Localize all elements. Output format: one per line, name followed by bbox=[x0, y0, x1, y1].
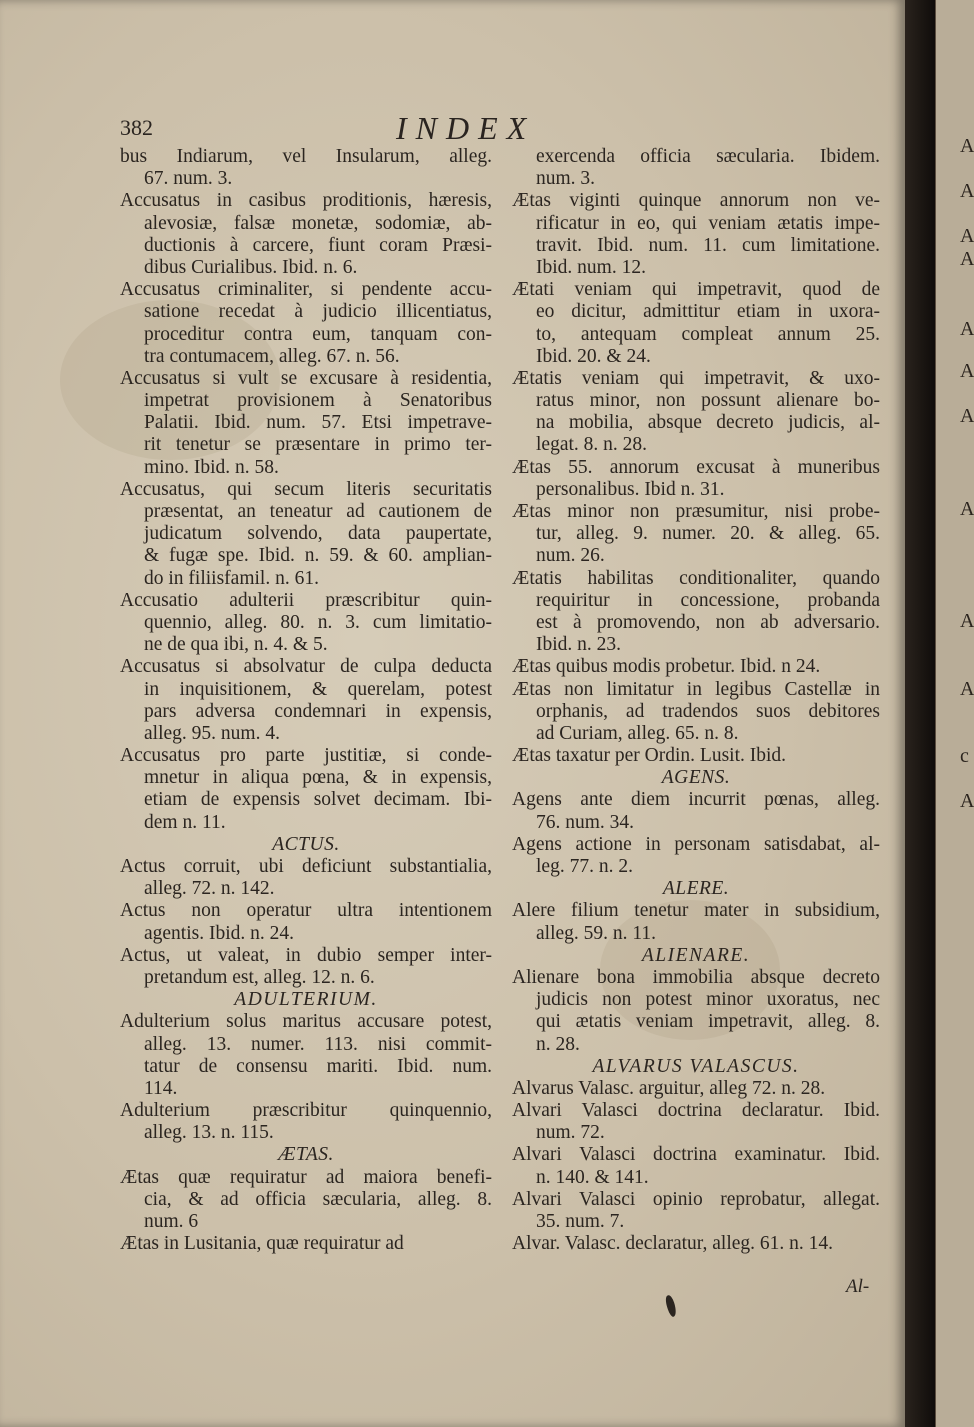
entry-line: alleg. 13. n. 115. bbox=[144, 1122, 274, 1144]
entry-line: Accusatus si vult se excusare à residentia, bbox=[120, 367, 492, 389]
entry-line: Ætas non limitatur in legibus Castellæ in bbox=[512, 678, 880, 700]
entry-line: Ætas quæ requiratur ad maiora benefi- bbox=[120, 1166, 492, 1188]
index-entry bbox=[512, 1189, 880, 1233]
entry-line: n. 140. & 141. bbox=[536, 1166, 649, 1188]
facing-page-letter: A bbox=[960, 225, 974, 247]
entry-line: pretandum est, alleg. 12. n. 6. bbox=[144, 966, 375, 988]
entry-line: dem n. 11. bbox=[144, 811, 226, 833]
index-entry bbox=[120, 368, 492, 479]
index-entry bbox=[512, 190, 880, 279]
entry-line: num. 26. bbox=[536, 545, 605, 567]
entry-line: mino. Ibid. n. 58. bbox=[144, 456, 279, 478]
entry-line: leg. 77. n. 2. bbox=[536, 856, 633, 877]
entry-line: pars adversa condemnari in expensis, bbox=[144, 700, 492, 722]
ink-blot bbox=[664, 1294, 678, 1317]
entry-line: Ætas quibus modis probetur. Ibid. n 24. bbox=[512, 656, 821, 678]
entry-line: 114. bbox=[144, 1077, 178, 1099]
entry-line: travit. Ibid. num. 11. cum limitatione. bbox=[536, 234, 880, 256]
entry-line: Agens actione in personam satisdabat, al- bbox=[512, 833, 880, 855]
index-entry bbox=[512, 279, 880, 368]
entry-line: num. 6 bbox=[144, 1211, 199, 1232]
index-entry bbox=[120, 745, 492, 834]
entry-line: 76. num. 34. bbox=[536, 811, 635, 833]
entry-line: proceditur contra eum, tanquam con- bbox=[144, 323, 492, 345]
entry-line: Ætatis habilitas conditionaliter, quando bbox=[512, 567, 880, 589]
entry-line: Ibid. 20. & 24. bbox=[536, 345, 651, 367]
facing-page-letter: A bbox=[960, 790, 974, 812]
index-entry bbox=[512, 745, 880, 767]
entry-line: impetrat provisionem à Senatoribus bbox=[144, 390, 492, 412]
entry-line: Accusatus, qui secum literis securitatis bbox=[120, 478, 492, 500]
entry-line: ductionis à carcere, fiunt coram Præsi- bbox=[144, 234, 492, 256]
section-heading: ALVARUS VALASCUS. bbox=[592, 1055, 800, 1077]
index-entry bbox=[512, 146, 880, 190]
entry-line: Agens ante diem incurrit pœnas, alleg. bbox=[512, 789, 880, 811]
entry-line: personalibus. Ibid n. 31. bbox=[536, 478, 725, 500]
index-entry bbox=[120, 190, 492, 279]
entry-line: mnetur in aliqua pœna, & in expensis, bbox=[144, 767, 492, 789]
entry-line: n. 28. bbox=[536, 1033, 580, 1055]
entry-line: to, antequam compleat annum 25. bbox=[536, 323, 880, 345]
index-entry bbox=[120, 1011, 492, 1100]
entry-line: Ætas taxatur per Ordin. Lusit. Ibid. bbox=[512, 745, 787, 767]
running-head: INDEX bbox=[396, 110, 536, 146]
book-gutter bbox=[905, 0, 935, 1427]
entry-line: etiam de expensis solvet decimam. Ibi- bbox=[144, 789, 492, 811]
entry-line: orphanis, ad tradendos suos debitores bbox=[536, 700, 880, 722]
left-column bbox=[120, 146, 492, 1255]
entry-line: 35. num. 7. bbox=[536, 1211, 625, 1232]
entry-line: Actus corruit, ubi deficiunt substantialia, bbox=[120, 856, 492, 877]
entry-line: alleg. 72. n. 142. bbox=[144, 878, 275, 900]
entry-line: qui ætatis veniam impetravit, alleg. 8. bbox=[536, 1011, 880, 1033]
facing-page-letter: A bbox=[960, 318, 974, 340]
facing-page-letter: A bbox=[960, 678, 974, 700]
entry-line: tra contumacem, alleg. 67. n. 56. bbox=[144, 345, 400, 367]
entry-line: Alvari Valasci doctrina declaratur. Ibid. bbox=[512, 1100, 880, 1122]
entry-line: legat. 8. n. 28. bbox=[536, 434, 648, 456]
index-entry bbox=[512, 1233, 880, 1255]
entry-line: alleg. 95. num. 4. bbox=[144, 722, 280, 744]
entry-line: rit tenetur se præsentare in primo ter- bbox=[144, 434, 492, 456]
facing-page-letter: A bbox=[960, 610, 974, 632]
entry-line: Accusatus pro parte justitiæ, si conde- bbox=[120, 745, 492, 767]
index-entry bbox=[120, 279, 492, 368]
entry-line: Alvari Valasci doctrina examinatur. Ibid. bbox=[512, 1144, 880, 1166]
index-entry bbox=[120, 1167, 492, 1234]
entry-line: Ætatis veniam qui impetravit, & uxo- bbox=[512, 367, 880, 389]
section-heading: ALERE. bbox=[662, 878, 730, 900]
catchword: Al- bbox=[846, 1276, 870, 1297]
entry-line: tur, alleg. 9. numer. 20. & alleg. 65. bbox=[536, 523, 880, 545]
entry-line: Actus, ut valeat, in dubio semper inter- bbox=[120, 944, 492, 966]
entry-line: Ibid. n. 23. bbox=[536, 634, 622, 656]
entry-line: satione recedat à judicio illicentiatus, bbox=[144, 301, 492, 323]
entry-line: num. 3. bbox=[536, 168, 596, 190]
index-entry bbox=[512, 568, 880, 657]
index-entry bbox=[120, 146, 492, 190]
entry-line: 67. num. 3. bbox=[144, 168, 233, 190]
entry-line: Ætas in Lusitania, quæ requiratur ad bbox=[120, 1233, 404, 1255]
entry-line: Ætas viginti quinque annorum non ve- bbox=[512, 190, 880, 212]
entry-line: na mobilia, absque decreto judicis, al- bbox=[536, 412, 880, 434]
entry-line: cia, & ad officia sæcularia, alleg. 8. bbox=[144, 1188, 492, 1210]
facing-page-letter: c bbox=[960, 745, 969, 767]
entry-line: Adulterium solus maritus accusare potest, bbox=[120, 1011, 492, 1033]
entry-line: dibus Curialibus. Ibid. n. 6. bbox=[144, 256, 358, 278]
index-entry bbox=[120, 856, 492, 900]
section-heading: ACTUS. bbox=[272, 833, 340, 855]
entry-line: judicis non potest minor uxoratus, nec bbox=[536, 989, 880, 1011]
entry-line: Actus non operatur ultra intentionem bbox=[120, 900, 492, 922]
entry-line: ad Curiam, alleg. 65. n. 8. bbox=[536, 722, 739, 744]
entry-line: Accusatio adulterii præscribitur quin- bbox=[120, 589, 492, 611]
entry-line: Alienare bona immobilia absque decreto bbox=[512, 966, 880, 988]
index-entry bbox=[512, 457, 880, 501]
entry-line: & fugæ spe. Ibid. n. 59. & 60. amplian- bbox=[144, 545, 492, 567]
index-entry bbox=[512, 834, 880, 878]
entry-line: ne de qua ibi, n. 4. & 5. bbox=[144, 634, 328, 656]
index-entry bbox=[120, 1100, 492, 1144]
index-entry bbox=[512, 679, 880, 746]
entry-line: Ibid. num. 12. bbox=[536, 256, 646, 278]
entry-line: num. 72. bbox=[536, 1122, 605, 1144]
facing-page-letter: A bbox=[960, 135, 974, 157]
index-entry bbox=[120, 900, 492, 944]
section-heading: ÆTAS. bbox=[278, 1144, 334, 1166]
index-entry bbox=[120, 945, 492, 989]
right-column bbox=[512, 146, 880, 1255]
entry-line: Ætas minor non præsumitur, nisi probe- bbox=[512, 501, 880, 522]
entry-line: est à promovendo, non ab adversario. bbox=[536, 611, 880, 633]
entry-line: alevosiæ, falsæ monetæ, sodomiæ, ab- bbox=[144, 212, 492, 234]
entry-line: eo dicitur, admittitur etiam in uxora- bbox=[536, 301, 880, 323]
index-entry bbox=[120, 590, 492, 657]
entry-line: Alvar. Valasc. declaratur, alleg. 61. n. 14. bbox=[512, 1233, 834, 1255]
facing-page-letter: A bbox=[960, 498, 974, 520]
entry-line: bus Indiarum, vel Insularum, alleg. bbox=[120, 146, 492, 167]
entry-line: Alvarus Valasc. arguitur, alleg 72. n. 28. bbox=[512, 1077, 826, 1099]
index-entry bbox=[120, 1233, 492, 1255]
entry-line: in inquisitionem, & querelam, potest bbox=[144, 678, 492, 700]
entry-line: Ætati veniam qui impetravit, quod de bbox=[512, 279, 880, 301]
entry-line: Ætas 55. annorum excusat à muneribus bbox=[512, 456, 880, 478]
entry-line: rificatur in eo, qui veniam ætatis impe- bbox=[536, 212, 880, 234]
entry-line: tatur de consensu mariti. Ibid. num. bbox=[144, 1055, 492, 1077]
entry-line: Accusatus si absolvatur de culpa deducta bbox=[120, 656, 492, 678]
index-entry bbox=[120, 656, 492, 745]
entry-line: Alere filium tenetur mater in subsidium, bbox=[512, 900, 880, 922]
entry-line: quennio, alleg. 80. n. 3. cum limitatio- bbox=[144, 611, 492, 633]
index-entry bbox=[512, 656, 880, 678]
facing-page-letter: A bbox=[960, 405, 974, 427]
entry-line: do in filiisfamil. n. 61. bbox=[144, 567, 319, 589]
index-entry bbox=[512, 1144, 880, 1188]
section-heading: ALIENARE. bbox=[641, 944, 751, 966]
facing-page-letter: A bbox=[960, 360, 974, 382]
entry-line: alleg. 13. numer. 113. nisi commit- bbox=[144, 1033, 492, 1055]
entry-line: ratus minor, non possunt alienare bo- bbox=[536, 390, 880, 412]
section-heading: ADULTERIUM. bbox=[234, 989, 378, 1011]
section-heading: AGENS. bbox=[661, 767, 731, 789]
index-entry bbox=[512, 1078, 880, 1100]
index-entry bbox=[512, 900, 880, 944]
entry-line: Accusatus in casibus proditionis, hæresis, bbox=[120, 190, 492, 212]
entry-line: Alvari Valasci opinio reprobatur, allegat. bbox=[512, 1188, 880, 1210]
entry-line: Adulterium præscribitur quinquennio, bbox=[120, 1100, 492, 1122]
index-entry bbox=[120, 479, 492, 590]
entry-line: præsentat, an teneatur ad cautionem de bbox=[144, 501, 492, 522]
entry-line: Accusatus criminaliter, si pendente accu- bbox=[120, 279, 492, 301]
entry-line: Palatii. Ibid. num. 57. Etsi impetrave- bbox=[144, 412, 492, 434]
facing-page-letter: A bbox=[960, 248, 974, 270]
entry-line: requiritur in concessione, probanda bbox=[536, 589, 880, 611]
index-entry bbox=[512, 789, 880, 833]
entry-line: agentis. Ibid. n. 24. bbox=[144, 922, 295, 944]
entry-line: judicatum solvendo, data paupertate, bbox=[144, 523, 492, 545]
index-entry bbox=[512, 368, 880, 457]
page-number: 382 bbox=[120, 115, 153, 140]
index-entry bbox=[512, 501, 880, 568]
facing-page-edge bbox=[935, 0, 974, 1427]
entry-line: alleg. 59. n. 11. bbox=[536, 922, 657, 944]
index-entry bbox=[512, 1100, 880, 1144]
entry-line: exercenda officia sæcularia. Ibidem. bbox=[536, 146, 880, 167]
facing-page-letter: A bbox=[960, 180, 974, 202]
index-entry bbox=[512, 967, 880, 1056]
